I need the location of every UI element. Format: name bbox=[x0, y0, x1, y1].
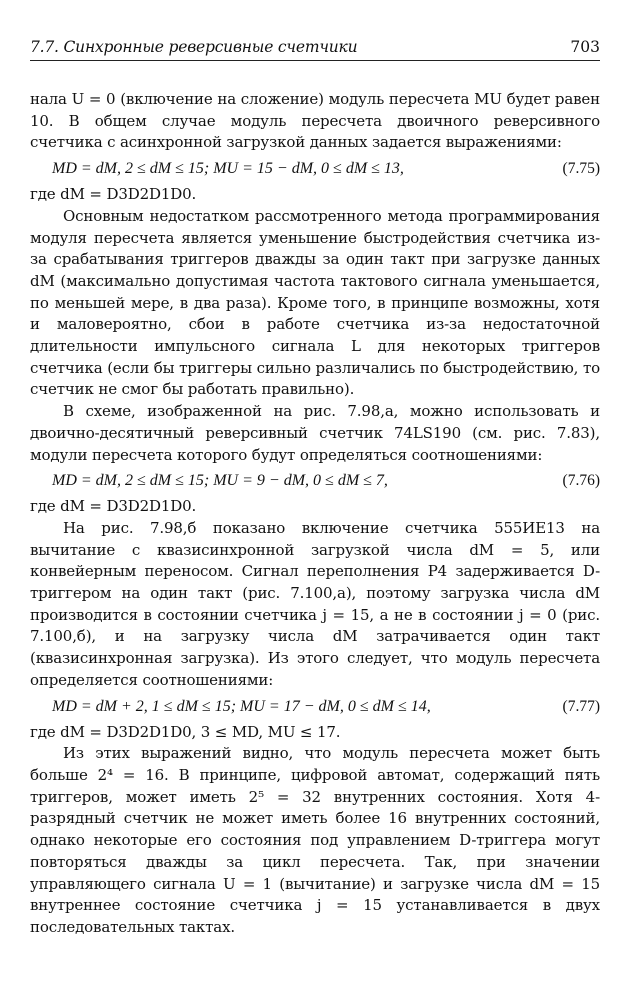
equation-7-77 bbox=[30, 692, 600, 722]
equation-where-clause: где dM = D3D2D1D0. bbox=[30, 497, 197, 516]
equation-number: (7.76) bbox=[562, 472, 600, 490]
section-title: 7.7. Синхронные реверсивные счетчики bbox=[30, 38, 358, 56]
running-header bbox=[30, 36, 600, 61]
equation-where-clause: где dM = D3D2D1D0. bbox=[30, 185, 197, 204]
paragraph-modulus-conclusion: Из этих выражений видно, что модуль пересчета может быть больше 2⁴ = 16. В принципе, цифровой автомат, содержащий пять триггеров, может иметь 2⁵ = 32 внутренних состояния. Хотя 4-разрядный счетчик не может иметь более 16 внутренних состояний, однако некоторые его состояния под управлением D-триггера могут повторяться дважды за цикл пересчета. Так, при значении управляющего сигнала U = 1 (вычитание) и загрузке числа dM = 15 внутреннее состояние счетчика j = 15 устанавливается в двух последовательных тактах. bbox=[30, 744, 600, 936]
equation-number: (7.77) bbox=[562, 697, 600, 715]
paragraph-bcd-counter: В схеме, изображенной на рис. 7.98,а, можно использовать и двоично-десятичный реверсивный счетчик 74LS190 (см. рис. 7.83), модули пересчета которого будут определяться соотношениями: bbox=[30, 402, 600, 464]
equation-where-clause: где dM = D3D2D1D0, 3 ≤ MD, MU ≤ 17. bbox=[30, 722, 341, 741]
equation-body: MD = dM, 2 ≤ dM ≤ 15; MU = 15 − dM, 0 ≤ dM ≤ 13, bbox=[52, 160, 404, 178]
equation-body: MD = dM, 2 ≤ dM ≤ 15; MU = 9 − dM, 0 ≤ dM ≤ 7, bbox=[52, 472, 388, 490]
equation-number: (7.75) bbox=[562, 160, 600, 178]
equation-7-76 bbox=[30, 466, 600, 496]
paragraph-quasi-sync-load: На рис. 7.98,б показано включение счетчика 555ИЕ13 на вычитание с квазисинхронной загрузкой числа dM = 5, или конвейерным переносом. Сигнал переполнения P4 задерживается D-триггером на один такт (рис. 7.100,а), поэтому загрузка числа dM производится в состоянии счетчика j = 15, а не в состоянии j = 0 (рис. 7.100,б), и на загрузку числа dM затрачивается один такт (квазисинхронная загрузка). Из этого следует, что модуль пересчета определяется соотношениями: bbox=[30, 518, 600, 689]
paragraph-continuation: нала U = 0 (включение на сложение) модуль пересчета MU будет равен 10. В общем случае модуль пересчета двоичного реверсивного счетчика с асинхронной загрузкой данных задается выражениями: bbox=[30, 90, 600, 152]
equation-7-75 bbox=[30, 154, 600, 184]
paragraph-drawbacks: Основным недостатком рассмотренного метода программирования модуля пересчета является уменьшение быстродействия счетчика из-за срабатывания триггеров дважды за один такт при загрузке данных dM (максимально допустимая частота тактового сигнала уменьшается, по меньшей мере, в два раза). Кроме того, в принципе возможны, хотя и маловероятно, сбои в работе счетчика из-за недостаточной длительности импульсного сигнала L для некоторых триггеров счетчика (если бы триггеры сильно различались по быстродействию, то счетчик не смог бы работать правильно). bbox=[30, 206, 600, 399]
page-number: 703 bbox=[570, 38, 600, 56]
equation-body: MD = dM + 2, 1 ≤ dM ≤ 15; MU = 17 − dM, 0 ≤ dM ≤ 14, bbox=[52, 697, 431, 715]
page-body bbox=[30, 89, 600, 939]
